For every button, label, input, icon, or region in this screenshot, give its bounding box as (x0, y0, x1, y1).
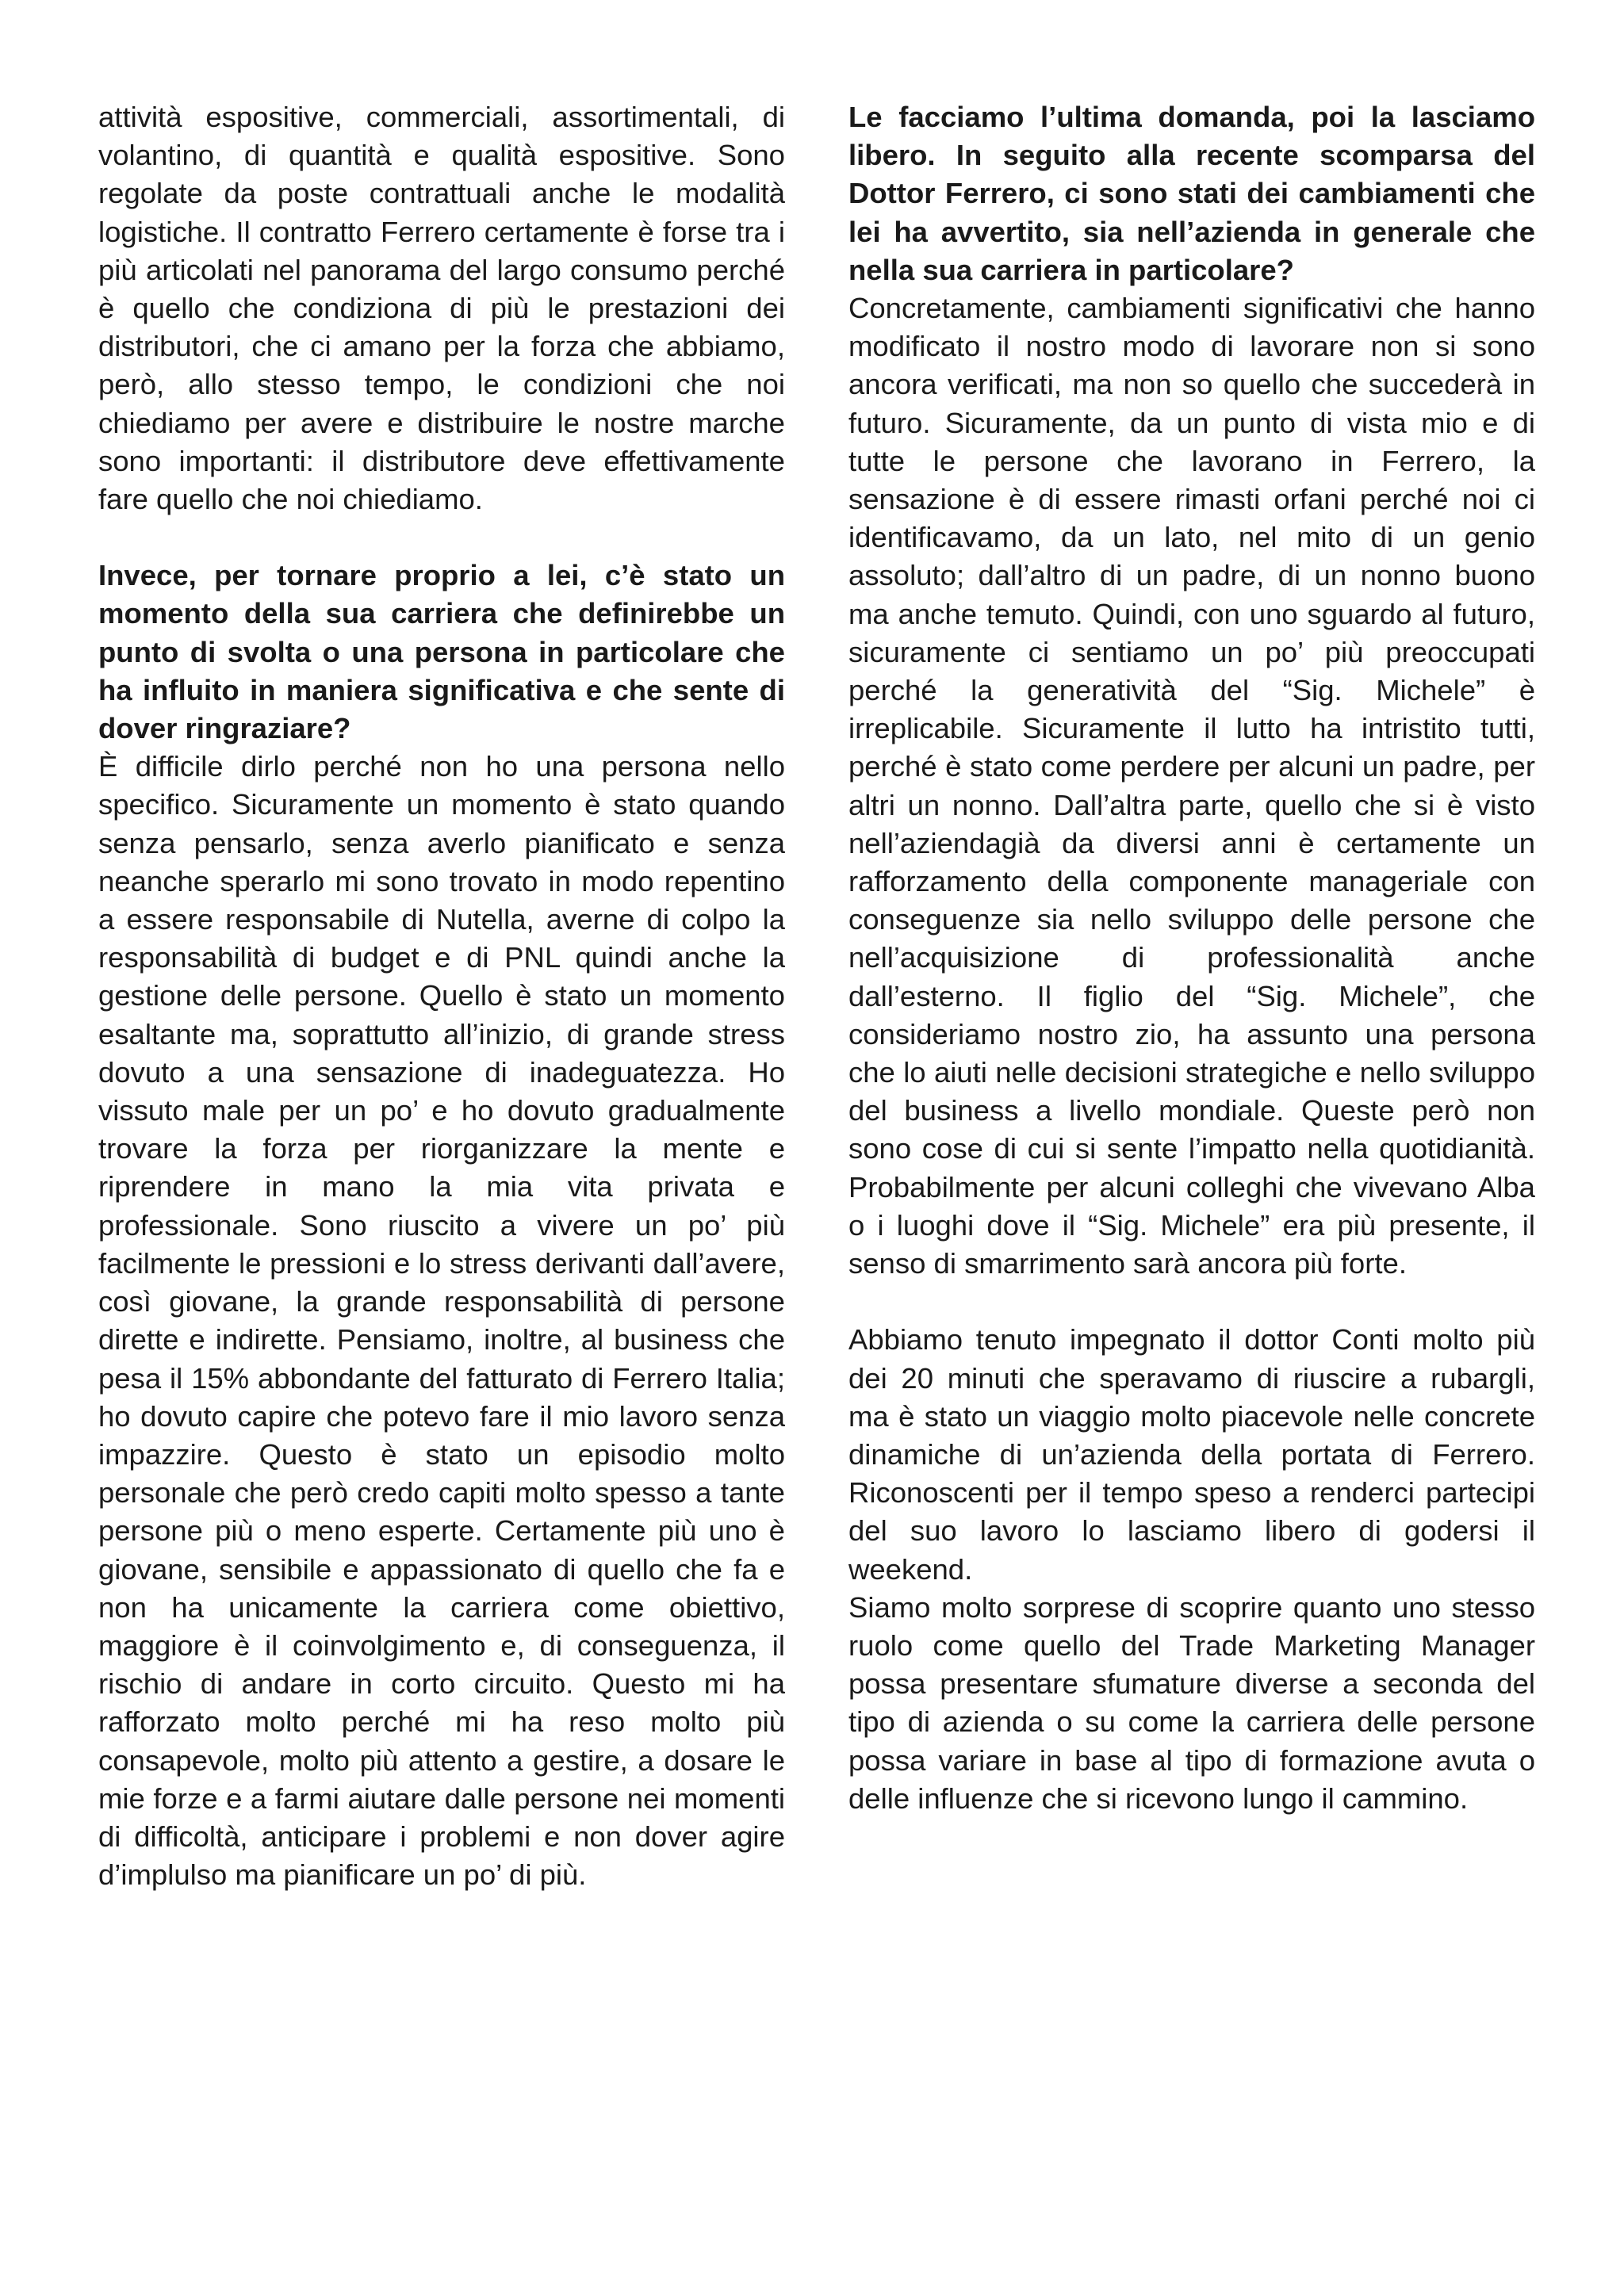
answer-turning-point: È difficile dirlo perché non ho una persona nello specifico. Sicuramente un momento è stato quando senza pensarlo, senza averlo pianificato e senza neanche sperarlo mi sono trovato in modo repentino a essere responsabile di Nutella, averne di colpo la responsabilità di budget e di PNL quindi anche la gestione delle persone. Quello è stato un momento esaltante ma, soprattutto all’inizio, di grande stress dovuto a una sensazione di inadeguatezza. Ho vissuto male per un po’ e ho dovuto gradualmente trovare la forza per riorganizzare la mente e riprendere in mano la mia vita privata e professionale. Sono riuscito a vivere un po’ più facilmente le pressioni e lo stress derivanti dall’avere, così giovane, la grande responsabilità di persone dirette e indirette. Pensiamo, inoltre, al business che pesa il 15% abbondante del fatturato di Ferrero Italia; ho dovuto capire che potevo fare il mio lavoro senza impazzire. Questo è stato un episodio molto personale che però credo capiti molto spesso a tante persone più o meno esperte. Certamente più uno è giovane, sensibile e appassionato di quello che fa e non ha unicamente la carriera come obiettivo, maggiore è il coinvolgimento e, di conseguenza, il rischio di andare in corto circuito. Questo mi ha rafforzato molto perché mi ha reso molto più consapevole, molto più attento a gestire, a dosare le mie forze e a farmi aiutare dalle persone nei momenti di difficoltà, anticipare i problemi e non dover agire d’implulso ma pianificare un po’ di più. (98, 750, 785, 1892)
left-column (98, 98, 785, 1894)
answer-last: Concretamente, cambiamenti significativi che hanno modificato il nostro modo di lavorare non si sono ancora verificati, ma non so quello che succederà in futuro. Sicuramente, da un punto di vista mio e di tutte le persone che lavorano in Ferrero, la sensazione è di essere rimasti orfani perché noi ci identificavamo, da un lato, nel mito di un genio assoluto; dall’altro di un padre, di un nonno buono ma anche temuto. Quindi, con uno sguardo al futuro, sicuramente ci sentiamo un po’ più preoccupati perché la generatività del “Sig. Michele” è irreplicabile. Sicuramente il lutto ha intristito tutti, perché è stato come perdere per alcuni un padre, per altri un nonno. Dall’altra parte, quello che si è visto nell’aziendagià da diversi anni è certamente un rafforzamento della componente manageriale con conseguenze sia nello sviluppo delle persone che nell’acquisizione di professionalità anche dall’esterno. Il figlio del “Sig. Michele”, che consideriamo nostro zio, ha assunto una persona che lo aiuti nelle decisioni strategiche e nello sviluppo del business a livello mondiale. Queste però non sono cose di cui si sente l’impatto nella quotidianità. Probabilmente per alcuni colleghi che vivevano Alba o i luoghi dove il “Sig. Michele” era più presente, il senso di smarrimento sarà ancora più forte. (848, 292, 1535, 1280)
closing-paragraph-2: Siamo molto sorprese di scoprire quanto uno stesso ruolo come quello del Trade Marketing Manager possa presentare sfumature diverse a seconda del tipo di azienda o su come la carriera delle persone possa variare in base al tipo di formazione avuta o delle influenze che si ricevono lungo il cammino. (848, 1590, 1535, 1815)
paragraph-spacer (98, 519, 785, 557)
right-column (848, 98, 1535, 1818)
question-turning-point: Invece, per tornare proprio a lei, c’è stato un momento della sua carriera che definirebbe un punto di svolta o una persona in particolare che ha influito in maniera significativa e che sente di dover ringraziare? (98, 559, 785, 745)
closing-paragraph-1: Abbiamo tenuto impegnato il dottor Conti molto più dei 20 minuti che speravamo di riuscire a rubargli, ma è stato un viaggio molto piacevole nelle concrete dinamiche di un’azienda della portata di Ferrero. Riconoscenti per il tempo speso a renderci partecipi del suo lavoro lo lasciamo libero di godersi il weekend. (848, 1323, 1535, 1586)
paragraph-spacer (848, 1283, 1535, 1321)
question-last: Le facciamo l’ultima domanda, poi la lasciamo libero. In seguito alla recente scomparsa del Dottor Ferrero, ci sono stati dei cambiamenti che lei ha avvertito, sia nell’azienda in generale che nella sua carriera in particolare? (848, 101, 1535, 286)
paragraph-contract-conditions: attività espositive, commerciali, assortimentali, di volantino, di quantità e qualità espositive. Sono regolate da poste contrattuali anche le modalità logistiche. Il contratto Ferrero certamente è forse tra i più articolati nel panorama del largo consumo perché è quello che condiziona di più le prestazioni dei distributori, che ci amano per la forza che abbiamo, però, allo stesso tempo, le condizioni che noi chiediamo per avere e distribuire le nostre marche sono importanti: il distributore deve effettivamente fare quello che noi chiediamo. (98, 101, 785, 516)
